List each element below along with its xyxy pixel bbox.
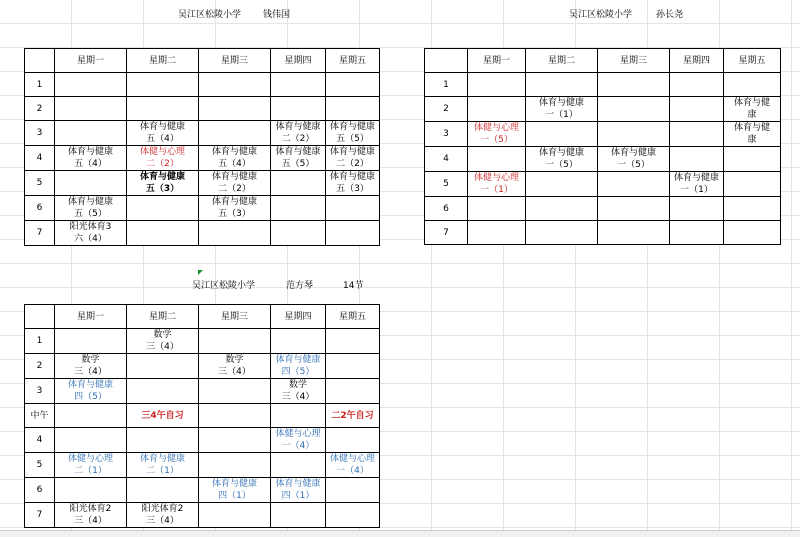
timetable-cell[interactable] <box>199 97 271 121</box>
timetable-cell[interactable] <box>127 171 199 196</box>
timetable-cell[interactable] <box>127 503 199 528</box>
subject-label: 阳光体育2 <box>141 504 184 514</box>
subject-label: 阳光体育2 <box>69 504 112 514</box>
timetable-cell[interactable] <box>670 221 724 245</box>
subject-label: 体育与健康 <box>275 122 321 132</box>
period-row <box>25 97 380 121</box>
class-label: 一（5） <box>545 160 578 170</box>
class-label: 康 <box>747 135 757 145</box>
timetable-cell[interactable] <box>468 147 526 172</box>
subject-label: 阳光体育3 <box>69 222 112 232</box>
timetable-cell[interactable] <box>271 146 326 171</box>
timetable-cell[interactable] <box>127 97 199 121</box>
timetable-cell[interactable] <box>724 172 781 197</box>
period-label[interactable]: 2 <box>425 97 468 122</box>
subject-label: 体育与健康 <box>329 122 375 132</box>
subject-label: 体健与心理 <box>275 429 321 439</box>
period-label[interactable]: 1 <box>425 73 468 97</box>
timetable-cell[interactable] <box>598 221 670 245</box>
timetable-cell[interactable] <box>670 147 724 172</box>
timetable-cell[interactable] <box>598 97 670 122</box>
timetable-cell[interactable] <box>199 73 271 97</box>
timetable-cell[interactable] <box>724 197 781 221</box>
class-label: 三（4） <box>281 392 315 402</box>
class-label: 四（5） <box>74 392 107 402</box>
period-row <box>25 404 380 428</box>
timetable-cell[interactable] <box>127 196 199 221</box>
timetable-cell[interactable] <box>326 97 380 121</box>
day-header[interactable]: 星期一 <box>55 49 127 73</box>
period-row <box>25 221 380 246</box>
subject-label: 体育与健康 <box>610 148 656 158</box>
class-label: 五（5） <box>281 159 315 169</box>
timetable-cell[interactable] <box>326 73 380 97</box>
timetable-cell[interactable] <box>271 221 326 246</box>
class-label: 二（1） <box>146 466 179 476</box>
period-row <box>25 453 380 478</box>
period-label[interactable]: 7 <box>25 221 55 246</box>
subject-label: 数学 <box>288 380 307 390</box>
subject-label: 体健与心理 <box>473 173 519 183</box>
timetable-cell[interactable] <box>468 97 526 122</box>
timetable-cell[interactable] <box>326 196 380 221</box>
day-header[interactable]: 星期二 <box>127 49 199 73</box>
timetable-cell[interactable] <box>326 503 380 528</box>
timetable-cell[interactable] <box>326 428 380 453</box>
subject-label: 体育与健康 <box>67 380 113 390</box>
timetable-cell[interactable] <box>271 97 326 121</box>
subject-label: 体育与健康 <box>275 355 321 365</box>
class-label: 六（4） <box>74 234 107 244</box>
timetable-cell[interactable] <box>127 478 199 503</box>
class-label: 二（1） <box>74 466 107 476</box>
timetable-cell[interactable] <box>199 146 271 171</box>
class-label: 一（1） <box>480 185 513 195</box>
period-row <box>25 329 380 354</box>
timetable-cell[interactable] <box>199 196 271 221</box>
class-label: 一（1） <box>680 185 713 195</box>
timetable-cell[interactable] <box>271 196 326 221</box>
subject-label: 数学 <box>81 355 100 365</box>
timetable-cell[interactable] <box>468 172 526 197</box>
timetable-cell[interactable] <box>127 221 199 246</box>
period-label[interactable]: 4 <box>425 147 468 172</box>
timetable-cell[interactable] <box>271 453 326 478</box>
timetable-cell[interactable] <box>271 329 326 354</box>
subject-label: 体育与健康 <box>329 147 375 157</box>
period-label[interactable]: 7 <box>25 503 55 528</box>
day-header[interactable]: 星期四 <box>271 305 326 329</box>
timetable-qian <box>24 48 380 246</box>
class-label: 三（4） <box>74 367 107 377</box>
timetable-cell[interactable] <box>526 122 598 147</box>
period-row <box>425 221 781 245</box>
class-label: 四（5） <box>281 367 315 377</box>
timetable-cell[interactable] <box>271 503 326 528</box>
subject-label: 体育与健康 <box>67 147 113 157</box>
timetable-cell[interactable] <box>199 379 271 404</box>
timetable-cell[interactable] <box>127 73 199 97</box>
timetable-cell[interactable] <box>199 404 271 428</box>
period-row <box>425 122 781 147</box>
class-label: 五（5） <box>336 134 369 144</box>
day-header[interactable]: 星期一 <box>55 305 127 329</box>
timetable-cell[interactable] <box>55 379 127 404</box>
t3-count: 14节 <box>343 281 364 291</box>
period-label[interactable]: 7 <box>425 221 468 245</box>
class-label: 一（4） <box>281 441 315 451</box>
period-label[interactable]: 5 <box>425 172 468 197</box>
class-label: 五（4） <box>146 134 179 144</box>
class-label: 康 <box>747 110 757 120</box>
class-label: 五（3） <box>218 209 251 219</box>
timetable-cell[interactable] <box>55 329 127 354</box>
timetable-cell[interactable] <box>199 329 271 354</box>
timetable-cell[interactable] <box>55 97 127 121</box>
timetable-cell[interactable] <box>598 147 670 172</box>
timetable-cell[interactable] <box>55 221 127 246</box>
period-label[interactable]: 1 <box>25 329 55 354</box>
header-row <box>25 305 380 329</box>
timetable-cell[interactable] <box>55 478 127 503</box>
day-header[interactable]: 星期二 <box>526 49 598 73</box>
subject-label: 数学 <box>225 355 244 365</box>
timetable-cell[interactable] <box>55 404 127 428</box>
timetable-cell[interactable] <box>127 404 199 428</box>
timetable-cell[interactable] <box>598 73 670 97</box>
subject-label: 体育与健康 <box>211 147 257 157</box>
header-row <box>425 49 781 73</box>
period-row <box>25 146 380 171</box>
subject-label: 体育与健 <box>733 123 770 133</box>
class-label: 五（3） <box>336 184 369 194</box>
class-label: 四（1） <box>281 491 315 501</box>
timetable-cell[interactable] <box>670 197 724 221</box>
day-header[interactable]: 星期五 <box>724 49 781 73</box>
period-row <box>25 428 380 453</box>
period-row <box>425 172 781 197</box>
timetable-fan <box>24 304 380 528</box>
timetable-cell[interactable] <box>55 503 127 528</box>
timetable-cell[interactable] <box>598 122 670 147</box>
timetable-cell[interactable] <box>468 221 526 245</box>
cell-comment-marker <box>198 270 203 275</box>
period-row <box>25 196 380 221</box>
timetable-cell[interactable] <box>670 97 724 122</box>
timetable-cell[interactable] <box>55 196 127 221</box>
period-label[interactable]: 6 <box>25 478 55 503</box>
timetable-cell[interactable] <box>127 146 199 171</box>
period-label[interactable]: 6 <box>425 197 468 221</box>
class-label: 三（4） <box>146 516 179 526</box>
subject-label: 体育与健康 <box>139 172 185 182</box>
t1-school: 吴江区松陵小学 <box>178 10 242 20</box>
period-row <box>25 379 380 404</box>
day-header[interactable]: 星期二 <box>127 305 199 329</box>
timetable-cell[interactable] <box>199 428 271 453</box>
subject-label: 体育与健康 <box>275 479 321 489</box>
class-label: 二（2） <box>146 159 179 169</box>
timetable-cell[interactable] <box>271 428 326 453</box>
timetable-cell[interactable] <box>326 453 380 478</box>
timetable-cell[interactable] <box>670 122 724 147</box>
period-row <box>425 147 781 172</box>
timetable-cell[interactable] <box>55 171 127 196</box>
subject-label: 二2午自习 <box>331 410 374 421</box>
timetable-cell[interactable] <box>199 453 271 478</box>
timetable-cell[interactable] <box>199 221 271 246</box>
subject-label: 体育与健康 <box>673 173 719 183</box>
timetable-cell[interactable] <box>271 354 326 379</box>
timetable-cell[interactable] <box>724 122 781 147</box>
period-row <box>425 97 781 122</box>
subject-label: 体育与健康 <box>67 197 113 207</box>
day-header[interactable]: 星期三 <box>199 49 271 73</box>
period-label[interactable]: 2 <box>25 97 55 121</box>
period-label[interactable]: 4 <box>25 428 55 453</box>
period-row <box>25 171 380 196</box>
timetable-cell[interactable] <box>526 73 598 97</box>
subject-label: 体育与健康 <box>538 98 584 108</box>
day-header[interactable]: 星期四 <box>670 49 724 73</box>
timetable-cell[interactable] <box>127 379 199 404</box>
class-label: 二（2） <box>281 134 315 144</box>
timetable-cell[interactable] <box>199 354 271 379</box>
timetable-cell[interactable] <box>55 428 127 453</box>
subject-label: 体育与健康 <box>329 172 375 182</box>
subject-label: 体健与心理 <box>329 454 375 464</box>
t3-school: 吴江区松陵小学 <box>192 281 256 291</box>
class-label: 三（4） <box>74 516 107 526</box>
timetable-cell[interactable] <box>55 453 127 478</box>
class-label: 三（4） <box>218 367 251 377</box>
class-label: 三（4） <box>146 342 179 352</box>
subject-label: 体育与健康 <box>275 147 321 157</box>
t3-teacher: 范方琴 <box>286 281 314 291</box>
period-row <box>425 73 781 97</box>
t2-school: 吴江区松陵小学 <box>569 10 633 20</box>
period-label[interactable]: 3 <box>25 121 55 146</box>
day-header[interactable]: 星期五 <box>326 305 380 329</box>
timetable-cell[interactable] <box>326 121 380 146</box>
timetable-cell[interactable] <box>199 121 271 146</box>
subject-label: 体育与健康 <box>211 172 257 182</box>
timetable-cell[interactable] <box>526 197 598 221</box>
timetable-cell[interactable] <box>526 147 598 172</box>
timetable-cell[interactable] <box>55 121 127 146</box>
timetable-cell[interactable] <box>670 73 724 97</box>
timetable-cell[interactable] <box>526 97 598 122</box>
timetable-cell[interactable] <box>326 146 380 171</box>
class-label: 一（4） <box>336 466 369 476</box>
period-label[interactable]: 5 <box>25 171 55 196</box>
timetable-cell[interactable] <box>271 379 326 404</box>
timetable-cell[interactable] <box>271 478 326 503</box>
timetable-cell[interactable] <box>127 329 199 354</box>
timetable-cell[interactable] <box>526 221 598 245</box>
period-label[interactable]: 1 <box>25 73 55 97</box>
subject-label: 数学 <box>153 330 172 340</box>
subject-label: 体健与心理 <box>473 123 519 133</box>
timetable-cell[interactable] <box>326 354 380 379</box>
subject-label: 体健与心理 <box>67 454 113 464</box>
subject-label: 体育与健康 <box>538 148 584 158</box>
class-label: 一（5） <box>480 135 513 145</box>
timetable-cell[interactable] <box>468 73 526 97</box>
class-label: 五（4） <box>74 159 107 169</box>
period-row <box>25 478 380 503</box>
class-label: 五（4） <box>218 159 251 169</box>
timetable-cell[interactable] <box>127 428 199 453</box>
day-header[interactable]: 星期一 <box>468 49 526 73</box>
timetable-cell[interactable] <box>468 197 526 221</box>
period-label[interactable]: 5 <box>25 453 55 478</box>
timetable-cell[interactable] <box>598 197 670 221</box>
timetable-cell[interactable] <box>271 404 326 428</box>
corner-cell[interactable] <box>25 49 55 73</box>
period-label[interactable]: 6 <box>25 196 55 221</box>
period-row <box>25 354 380 379</box>
day-header[interactable]: 星期三 <box>598 49 670 73</box>
day-header[interactable]: 星期五 <box>326 49 380 73</box>
timetable-cell[interactable] <box>55 354 127 379</box>
timetable-cell[interactable] <box>724 73 781 97</box>
period-label[interactable]: 3 <box>425 122 468 147</box>
period-label[interactable]: 4 <box>25 146 55 171</box>
timetable-cell[interactable] <box>271 73 326 97</box>
timetable-cell[interactable] <box>724 221 781 245</box>
timetable-cell[interactable] <box>326 404 380 428</box>
subject-label: 三4午自习 <box>141 410 184 421</box>
timetable-cell[interactable] <box>468 122 526 147</box>
period-row <box>25 73 380 97</box>
period-label[interactable]: 2 <box>25 354 55 379</box>
timetable-cell[interactable] <box>127 354 199 379</box>
timetable-cell[interactable] <box>326 171 380 196</box>
timetable-sun <box>424 48 781 245</box>
subject-label: 体育与健康 <box>211 197 257 207</box>
timetable-cell[interactable] <box>199 171 271 196</box>
timetable-cell[interactable] <box>199 503 271 528</box>
period-row <box>25 503 380 528</box>
timetable-cell[interactable] <box>127 121 199 146</box>
timetable-cell[interactable] <box>55 146 127 171</box>
t2-teacher: 孙长尧 <box>656 10 684 20</box>
timetable-cell[interactable] <box>55 73 127 97</box>
timetable-cell[interactable] <box>326 478 380 503</box>
period-label[interactable]: 3 <box>25 379 55 404</box>
timetable-cell[interactable] <box>271 121 326 146</box>
subject-label: 体育与健 <box>733 98 770 108</box>
day-header[interactable]: 星期四 <box>271 49 326 73</box>
timetable-cell[interactable] <box>724 147 781 172</box>
day-header[interactable]: 星期三 <box>199 305 271 329</box>
timetable-cell[interactable] <box>598 172 670 197</box>
subject-label: 体育与健康 <box>211 479 257 489</box>
timetable-cell[interactable] <box>526 172 598 197</box>
class-label: 一（5） <box>617 160 650 170</box>
header-row <box>25 49 380 73</box>
timetable-cell[interactable] <box>724 97 781 122</box>
timetable-cell[interactable] <box>326 379 380 404</box>
subject-label: 体健与心理 <box>139 147 185 157</box>
corner-cell[interactable] <box>25 305 55 329</box>
subject-label: 体育与健康 <box>139 454 185 464</box>
timetable-cell[interactable] <box>670 172 724 197</box>
class-label: 五（5） <box>74 209 107 219</box>
class-label: 二（2） <box>218 184 251 194</box>
corner-cell[interactable] <box>425 49 468 73</box>
period-row <box>425 197 781 221</box>
class-label: 一（1） <box>545 110 578 120</box>
period-row <box>25 121 380 146</box>
class-label: 四（1） <box>218 491 251 501</box>
class-label: 五（3） <box>145 184 180 194</box>
timetable-cell[interactable] <box>199 478 271 503</box>
class-label: 二（2） <box>336 159 369 169</box>
timetable-cell[interactable] <box>127 453 199 478</box>
t1-teacher: 钱伟国 <box>263 10 291 20</box>
period-label[interactable]: 中午 <box>25 404 55 428</box>
subject-label: 体育与健康 <box>139 122 185 132</box>
timetable-cell[interactable] <box>271 171 326 196</box>
timetable-cell[interactable] <box>326 221 380 246</box>
timetable-cell[interactable] <box>326 329 380 354</box>
